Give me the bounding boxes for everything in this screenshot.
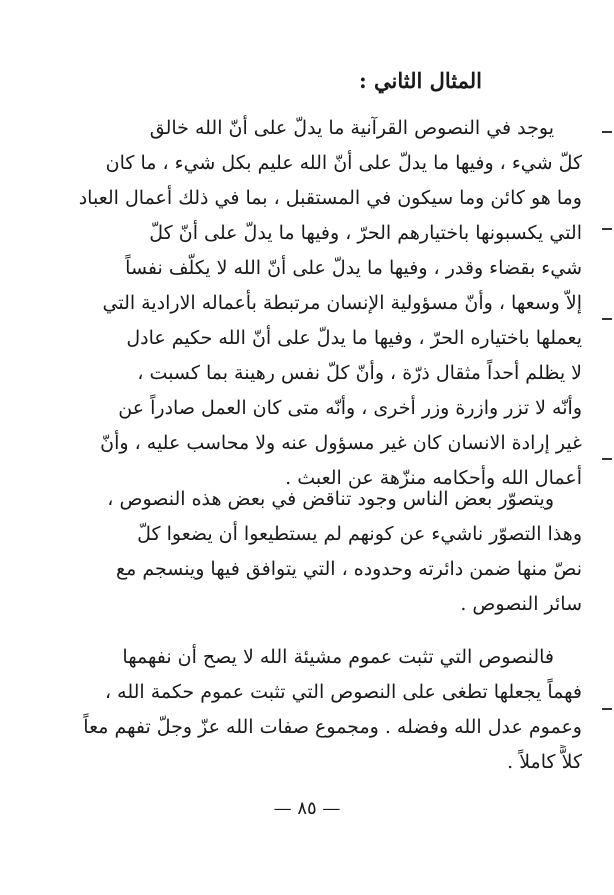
edge-mark [602, 318, 612, 320]
paragraph-line: نصّ منها ضمن دائرته وحدوده ، التي يتوافق فيها وينسجم مع [116, 558, 582, 580]
paragraph-line: وما هو كائن وما سيكون في المستقبل ، بما في ذلك أعمال العباد [78, 187, 582, 209]
paragraph-line: سائر النصوص . [460, 593, 582, 615]
edge-mark [602, 458, 612, 460]
paragraph-line: التي يكسبونها باختيارهم الحرّ ، وفيها ما يدلّ على أنّ كلّ [149, 222, 582, 244]
paragraph-line: كلاًّ كاملاً . [507, 751, 582, 773]
paragraph-line: وأنّه لا تزر وازرة وزر أخرى ، وأنّه متى كان العمل صادراً عن [118, 397, 582, 419]
paragraph-line: يوجد في النصوص القرآنية ما يدلّ على أنّ الله خالق [149, 117, 554, 139]
paragraph-line: وهذا التصوّر ناشيء عن كونهم لم يستطيعوا أن يضعوا كلّ [137, 523, 582, 545]
paragraph-line: فهماً يجعلها تطغى على النصوص التي تثبت عموم حكمة الله ، [104, 681, 582, 703]
paragraph-line: أعمال الله وأحكامه منزّهة عن العبث . [285, 467, 582, 489]
page-number: — ٨٥ — [273, 798, 341, 819]
paragraph-1 [52, 111, 582, 496]
section-heading: المثال الثاني : [358, 68, 482, 93]
paragraph-line: وعموم عدل الله وفضله . ومجموع صفات الله عزّ وجلّ تفهم معاً [83, 716, 582, 738]
edge-mark [602, 228, 612, 230]
paragraph-line: لا يظلم أحداً مثقال ذرّة ، وأنّ كلّ نفس رهينة بما كسبت ، [137, 362, 582, 384]
paragraph-line: غير إرادة الانسان كان غير مسؤول عنه ولا محاسب عليه ، وأنّ [100, 432, 582, 454]
paragraph-3 [52, 640, 582, 780]
edge-mark [602, 708, 612, 710]
paragraph-line: فالنصوص التي تثبت عموم مشيئة الله لا يصح أن نفهمها [122, 646, 554, 668]
paragraph-line: ويتصوّر بعض الناس وجود تناقض في بعض هذه النصوص ، [107, 488, 554, 510]
paragraph-2 [52, 482, 582, 622]
paragraph-line: إلاّ وسعها ، وأنّ مسؤولية الإنسان مرتبطة بأعماله الارادية التي [102, 292, 582, 314]
paragraph-line: كلّ شيء ، وفيها ما يدلّ على أنّ الله عليم بكل شيء ، ما كان [105, 152, 582, 174]
paragraph-line: شيء بقضاء وقدر ، وفيها ما يدلّ على أنّ الله لا يكلّف نفساً [125, 257, 582, 279]
paragraph-line: يعملها باختياره الحرّ ، وفيها ما يدلّ على أنّ الله حكيم عادل [126, 327, 582, 349]
edge-mark [602, 131, 612, 133]
